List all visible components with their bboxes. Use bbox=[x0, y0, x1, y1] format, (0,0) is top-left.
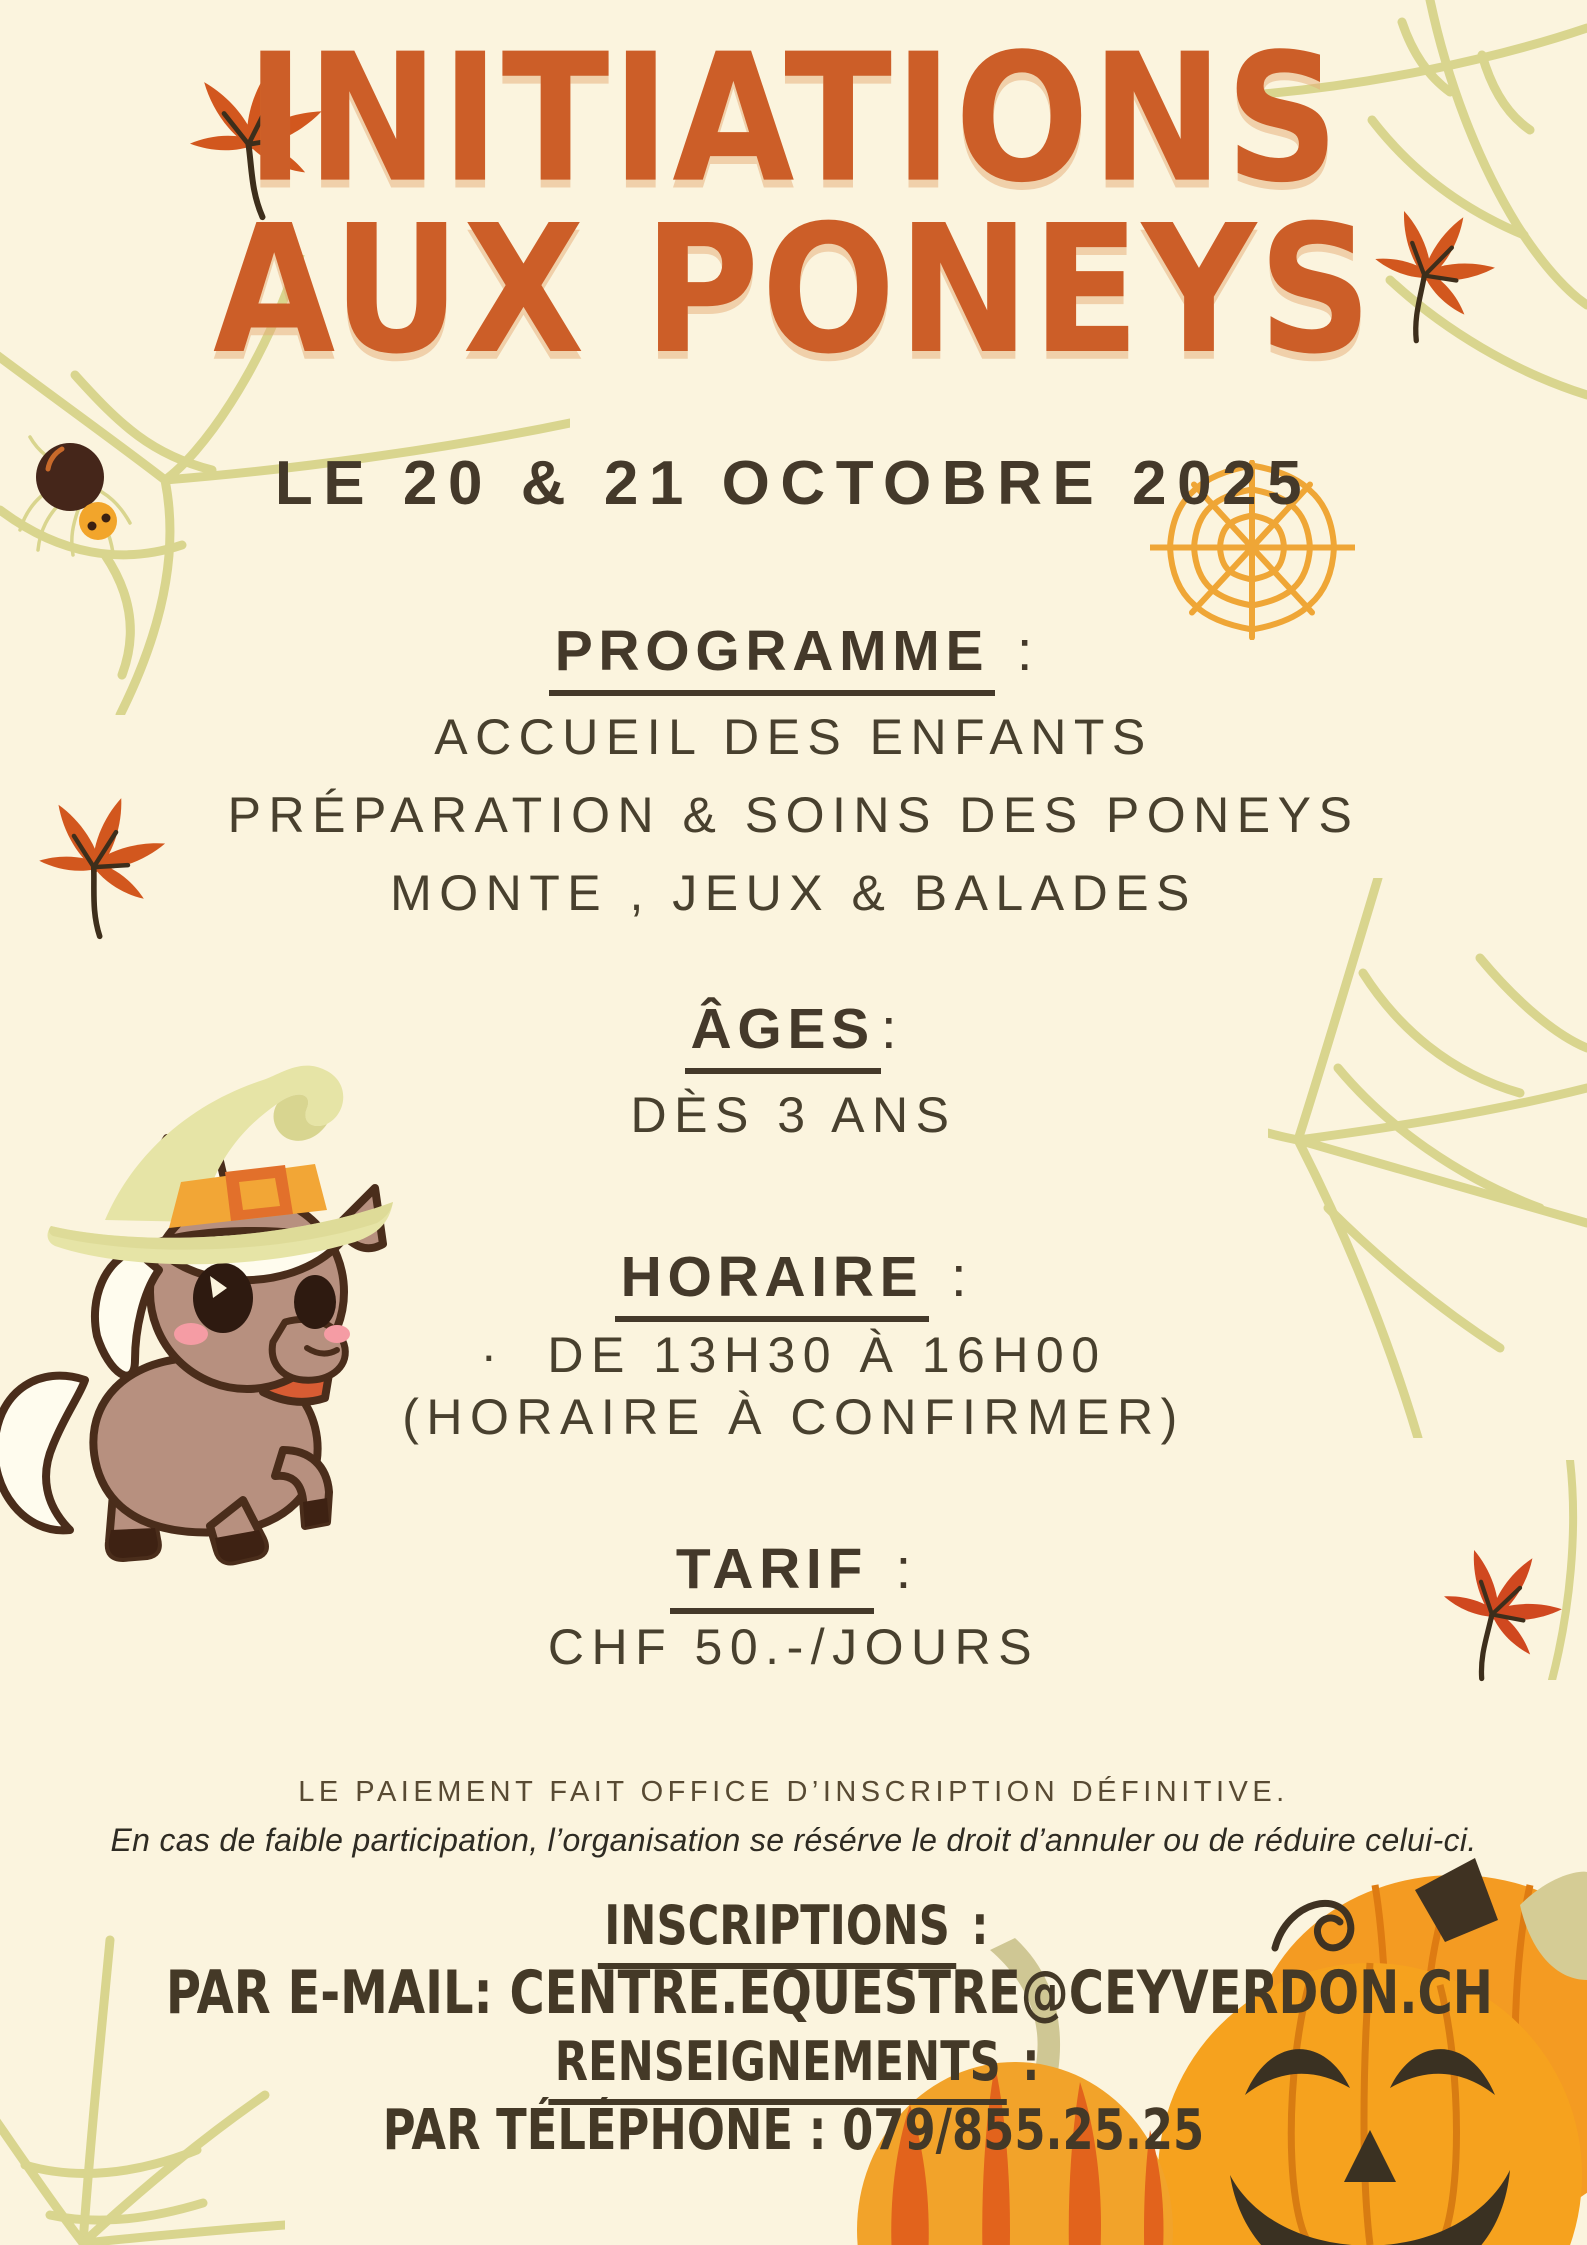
ages-heading bbox=[0, 996, 1587, 1062]
ages-heading-text: ÂGES bbox=[685, 997, 881, 1074]
tarif-heading-text: TARIF bbox=[670, 1537, 874, 1614]
horaire-heading-text: HORAIRE bbox=[615, 1245, 930, 1322]
renseignements-heading-colon: : bbox=[1006, 2030, 1040, 2093]
inscriptions-heading-text: INSCRIPTIONS bbox=[598, 1894, 956, 1969]
inscriptions-heading-colon: : bbox=[956, 1894, 989, 1957]
horaire-heading bbox=[0, 1244, 1587, 1310]
tarif-heading-colon: : bbox=[874, 1537, 918, 1601]
horaire-heading-colon: : bbox=[929, 1245, 973, 1309]
tarif-line-1: CHF 50.-/JOURS bbox=[547, 1619, 1040, 1675]
horaire-line-2: (HORAIRE À CONFIRMER) bbox=[402, 1389, 1185, 1445]
email-line bbox=[0, 1958, 1587, 2028]
programme-line-3: MONTE , JEUX & BALADES bbox=[390, 865, 1197, 921]
ages-heading-colon: : bbox=[880, 997, 903, 1061]
title-line2: AUX PONEYS bbox=[212, 187, 1375, 394]
page-title bbox=[0, 16, 1587, 394]
cancellation-notice: En cas de faible participation, l’organisation se résérve le droit d’annuler ou de réduire celui-ci. bbox=[110, 1822, 1477, 1858]
renseignements-heading bbox=[0, 2030, 1587, 2093]
phone-line-text: PAR TÉLÉPHONE : 079/855.25.25 bbox=[382, 2098, 1205, 2163]
horaire-line-1: · DE 13H30 À 16H00 bbox=[480, 1327, 1107, 1383]
email-line-text: PAR E-MAIL: CENTRE.EQUESTRE@CEYVERDON.CH bbox=[165, 1958, 1493, 2028]
programme-line-2: PRÉPARATION & SOINS DES PONEYS bbox=[227, 787, 1360, 843]
programme-heading-colon: : bbox=[995, 619, 1039, 683]
programme-line-1: ACCUEIL DES ENFANTS bbox=[434, 709, 1153, 765]
inscriptions-heading bbox=[0, 1894, 1587, 1957]
programme-heading-text: PROGRAMME bbox=[549, 619, 995, 696]
programme-heading bbox=[0, 618, 1587, 684]
event-date: LE 20 & 21 OCTOBRE 2025 bbox=[274, 449, 1313, 518]
tarif-heading bbox=[0, 1536, 1587, 1602]
ages-line-1: DÈS 3 ANS bbox=[630, 1087, 957, 1143]
payment-notice: LE PAIEMENT FAIT OFFICE D’INSCRIPTION DÉFINITIVE. bbox=[298, 1776, 1289, 1808]
phone-line bbox=[0, 2098, 1587, 2163]
renseignements-heading-text: RENSEIGNEMENTS bbox=[548, 2030, 1007, 2105]
title-line1: INITIATIONS bbox=[245, 16, 1342, 223]
